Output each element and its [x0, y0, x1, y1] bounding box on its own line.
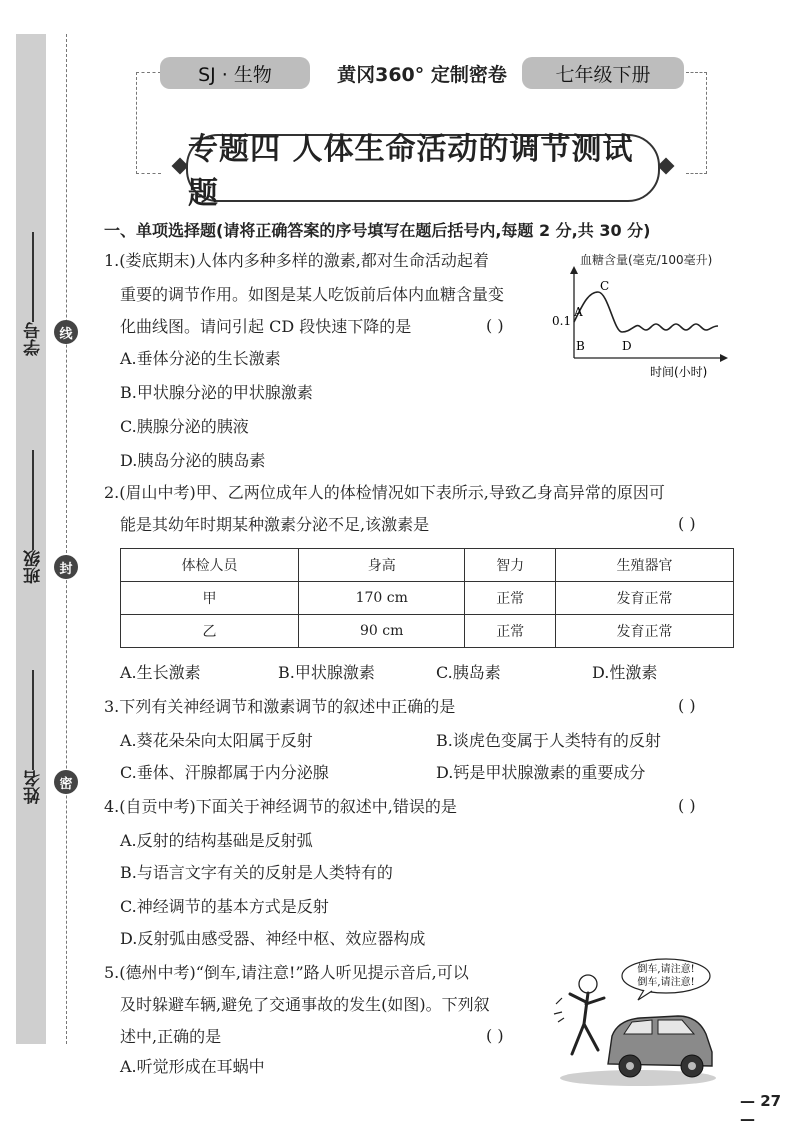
pedestrian-body [570, 993, 604, 1054]
q5-stem-line2: 及时躲避车辆,避免了交通事故的发生(如图)。下列叙 [120, 995, 490, 1014]
q1-option-c: C.胰腺分泌的胰液 [120, 417, 249, 436]
q3-option-b: B.谈虎色变属于人类特有的反射 [436, 731, 661, 750]
reversing-car-illustration [548, 954, 718, 1088]
student-id-underline [32, 232, 34, 322]
student-id-label: 学号 [23, 322, 44, 356]
q3-option-d: D.钙是甲状腺激素的重要成分 [436, 763, 646, 782]
chart-point-b: B [576, 339, 585, 353]
table-header-cell: 体检人员 [121, 549, 299, 582]
q4-option-a: A.反射的结构基础是反射弧 [120, 831, 313, 850]
q3-option-a: A.葵花朵朵向太阳属于反射 [120, 731, 313, 750]
blood-sugar-chart [548, 246, 738, 386]
q1-option-b: B.甲状腺分泌的甲状腺激素 [120, 383, 313, 402]
chart-ylabel: 血糖含量(毫克/100毫升) [580, 253, 713, 267]
q2-option-b: B.甲状腺激素 [278, 663, 375, 682]
chart-x-arrow [720, 354, 728, 362]
q4-option-b: B.与语言文字有关的反射是人类特有的 [120, 863, 393, 882]
q5-stem-line3: 述中,正确的是 [120, 1027, 222, 1046]
q1-stem-line2: 重要的调节作用。如图是某人吃饭前后体内血糖含量变 [120, 285, 505, 304]
table-cell: 甲 [121, 582, 299, 615]
q4-option-c: C.神经调节的基本方式是反射 [120, 897, 329, 916]
table-header-cell: 生殖器官 [555, 549, 733, 582]
q3-option-c: C.垂体、汗腺都属于内分泌腺 [120, 763, 329, 782]
q4-answer-box[interactable]: ( ) [678, 796, 696, 815]
pedestrian-head [579, 975, 597, 993]
q2-answer-box[interactable]: ( ) [678, 514, 696, 533]
q5-option-a: A.听觉形成在耳蜗中 [120, 1057, 265, 1076]
q2-option-c: C.胰岛素 [436, 663, 501, 682]
q5-answer-box[interactable]: ( ) [486, 1026, 504, 1045]
chart-point-a: A [574, 305, 583, 319]
seal-seal-mark: 封 [54, 555, 78, 579]
q1-stem-line3: 化曲线图。请问引起 CD 段快速下降的是 [120, 317, 412, 336]
table-row [121, 582, 734, 615]
chart-ytick: 0.1 [552, 314, 572, 328]
name-label: 姓名 [23, 770, 44, 804]
motion-lines [554, 998, 564, 1022]
q2-option-d: D.性激素 [592, 663, 658, 682]
grade-badge: 七年级下册 [522, 57, 684, 89]
title-diamond-right [658, 158, 675, 175]
q4-option-d: D.反射弧由感受器、神经中枢、效应器构成 [120, 929, 426, 948]
seal-line-mark: 线 [54, 320, 78, 344]
car-hubcap-front [626, 1062, 634, 1070]
table-cell: 170 cm [299, 582, 465, 615]
chart-point-d: D [622, 339, 632, 353]
page-number: — 27 — [740, 1092, 782, 1128]
table-header-row [121, 549, 734, 582]
bubble-text-line1: 倒车,请注意! [637, 964, 695, 975]
chart-y-arrow [570, 266, 578, 274]
table-cell: 正常 [465, 615, 556, 648]
name-field[interactable] [8, 668, 58, 804]
chart-point-c: C [600, 279, 610, 293]
class-underline [32, 450, 34, 550]
q2-stem-line1: 2.(眉山中考)甲、乙两位成年人的体检情况如下表所示,导致乙身高异常的原因可 [104, 483, 665, 502]
table-cell: 正常 [465, 582, 556, 615]
table-header-cell: 身高 [299, 549, 465, 582]
q1-option-d: D.胰岛分泌的胰岛素 [120, 451, 266, 470]
q5-stem-line1: 5.(德州中考)“倒车,请注意!”路人听见提示音后,可以 [104, 963, 469, 982]
table-row [121, 615, 734, 648]
series-name: 黄冈360° 定制密卷 [337, 63, 507, 86]
table-cell: 发育正常 [555, 615, 733, 648]
student-id-field[interactable] [8, 230, 58, 356]
table-cell: 乙 [121, 615, 299, 648]
subject-badge: SJ · 生物 [160, 57, 310, 89]
page-title: 专题四 人体生命活动的调节测试题 [186, 134, 660, 202]
speech-bubble-tail [638, 990, 652, 1000]
name-underline [32, 670, 34, 770]
section-heading: 一、单项选择题(请将正确答案的序号填写在题后括号内,每题 2 分,共 30 分) [104, 221, 651, 240]
header-bracket-left [136, 72, 161, 174]
table-cell: 发育正常 [555, 582, 733, 615]
car-hubcap-rear [688, 1062, 696, 1070]
bubble-text-line2: 倒车,请注意! [637, 977, 695, 988]
q1-option-a: A.垂体分泌的生长激素 [120, 349, 281, 368]
seal-secret-mark: 密 [54, 770, 78, 794]
header-bracket-right [686, 72, 707, 174]
chart-xlabel: 时间(小时) [650, 365, 708, 379]
table-cell: 90 cm [299, 615, 465, 648]
class-field[interactable] [8, 448, 58, 584]
chart-curve [574, 292, 718, 332]
class-label: 班级 [23, 550, 44, 584]
q3-stem: 3.下列有关神经调节和激素调节的叙述中正确的是 [104, 697, 456, 716]
q1-answer-box[interactable]: ( ) [486, 316, 504, 335]
q1-stem-line1: 1.(娄底期末)人体内多种多样的激素,都对生命活动起着 [104, 251, 489, 270]
q4-stem: 4.(自贡中考)下面关于神经调节的叙述中,错误的是 [104, 797, 457, 816]
q3-answer-box[interactable]: ( ) [678, 696, 696, 715]
q2-stem-line2: 能是其幼年时期某种激素分泌不足,该激素是 [120, 515, 430, 534]
cut-line [66, 34, 67, 1044]
health-check-table [120, 548, 734, 648]
q2-option-a: A.生长激素 [120, 663, 201, 682]
table-header-cell: 智力 [465, 549, 556, 582]
